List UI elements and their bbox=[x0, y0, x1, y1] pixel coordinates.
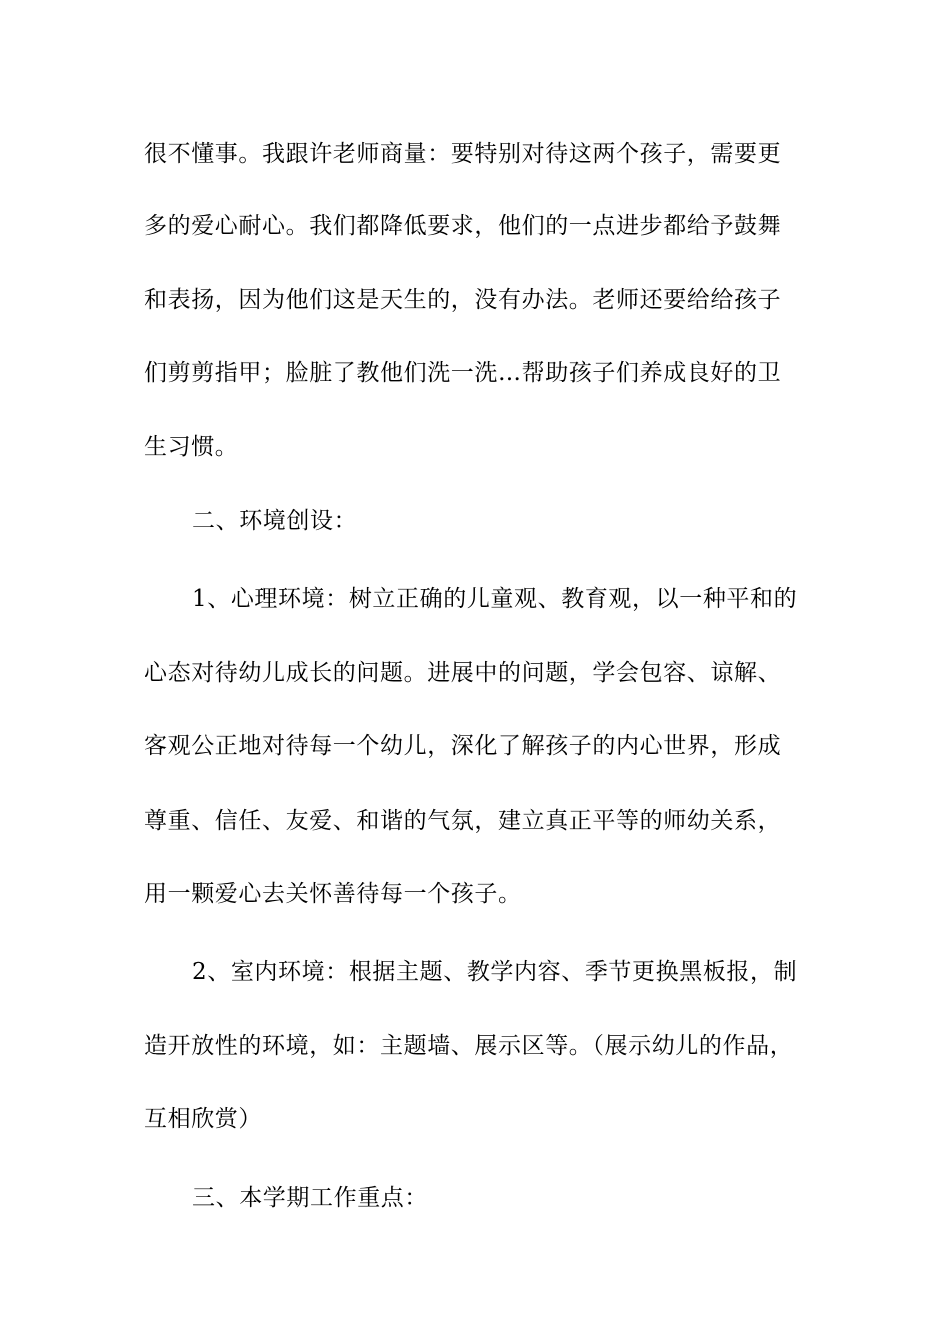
paragraph-line: 用一颗爱心去关怀善待每一个孩子。 bbox=[144, 881, 522, 907]
paragraph-line: 很不懂事。我跟许老师商量：要特别对待这两个孩子，需要更 bbox=[144, 141, 782, 167]
section-heading: 二、环境创设： bbox=[192, 508, 358, 534]
paragraph-line: 互相欣赏） bbox=[144, 1106, 262, 1132]
paragraph-line: 1、心理环境：树立正确的儿童观、教育观，以一种平和的 bbox=[192, 586, 798, 612]
paragraph-line: 心态对待幼儿成长的问题。进展中的问题，学会包容、谅解、 bbox=[144, 660, 782, 686]
paragraph-line: 2、室内环境：根据主题、教学内容、季节更换黑板报，制 bbox=[192, 959, 798, 985]
paragraph-line: 和表扬，因为他们这是天生的，没有办法。老师还要给给孩子 bbox=[144, 287, 782, 313]
paragraph-line: 生习惯。 bbox=[144, 434, 239, 460]
paragraph-line: 造开放性的环境，如：主题墙、展示区等。（展示幼儿的作品， bbox=[144, 1033, 794, 1059]
paragraph-line: 客观公正地对待每一个幼儿，深化了解孩子的内心世界，形成 bbox=[144, 733, 782, 759]
section-heading: 三、本学期工作重点： bbox=[192, 1185, 428, 1211]
paragraph-line: 尊重、信任、友爱、和谐的气氛，建立真正平等的师幼关系， bbox=[144, 808, 782, 834]
paragraph-line: 多的爱心耐心。我们都降低要求，他们的一点进步都给予鼓舞 bbox=[144, 213, 782, 239]
paragraph-line: 们剪剪指甲；脸脏了教他们洗一洗…帮助孩子们养成良好的卫 bbox=[144, 360, 782, 386]
